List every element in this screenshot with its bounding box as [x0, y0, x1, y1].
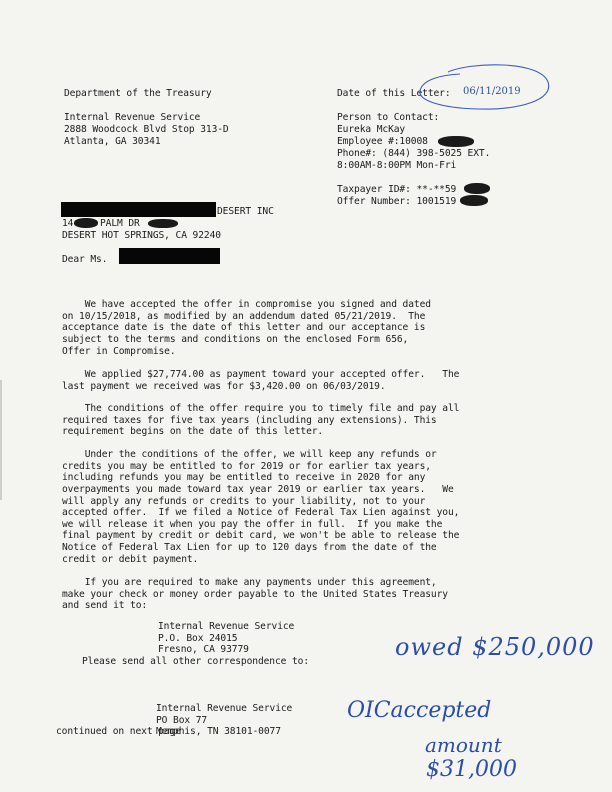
handwritten-date: 06/11/2019	[463, 86, 521, 97]
paragraph-payment-instructions: If you are required to make any payments under this agreement, make your check or money order payable to the United States Treasury and send it to:	[62, 577, 448, 612]
redaction-street-suffix	[148, 219, 178, 228]
scan-edge-mark	[0, 380, 2, 500]
handwritten-amount: amount	[425, 733, 502, 757]
continued-footer: continued on next page	[56, 726, 181, 737]
taxpayer-id: Taxpayer ID#: **-**59	[337, 184, 457, 195]
date-label: Date of this Letter:	[337, 88, 451, 99]
recipient-street-number: 14	[62, 218, 74, 229]
redaction-salutation-name	[119, 248, 220, 264]
recipient-street-name: PALM DR	[100, 218, 140, 229]
salutation: Dear Ms.	[62, 254, 108, 265]
paragraph-acceptance: We have accepted the offer in compromise you signed and dated on 10/15/2018, as modified by an addendum dated 05/21/2019. The acceptance date is the date of this letter and our acceptance is subject to the terms and conditions on the enclosed Form 656, Offer in Compromise.	[62, 299, 431, 357]
sender-city: Atlanta, GA 30341	[64, 136, 161, 147]
redaction-street-number	[74, 218, 98, 228]
redaction-offer-number	[460, 195, 488, 206]
contact-hours: 8:00AM-8:00PM Mon-Fri	[337, 160, 457, 171]
sender-street: 2888 Woodcock Blvd Stop 313-D	[64, 124, 229, 135]
paragraph-payment: We applied $27,774.00 as payment toward your accepted offer. The last payment we received was for $3,420.00 on 06/03/2019.	[62, 369, 460, 392]
contact-name: Eureka McKay	[337, 124, 406, 135]
redaction-employee	[438, 136, 474, 147]
contact-phone: Phone#: (844) 398-5025 EXT.	[337, 148, 491, 159]
handwritten-accepted-amount: $31,000	[426, 757, 517, 782]
offer-number: Offer Number: 1001519	[337, 196, 457, 207]
paragraph-refunds: Under the conditions of the offer, we will keep any refunds or credits you may be entitled to for 2019 or for earlier tax years, including refunds you may be entitled to receive in 2020 for any overpayments you made toward tax year 2019 or earlier tax years. We will apply any refunds or credits to your liability, not to your accepted offer. If we filed a Notice of Federal Tax Lien against you, we will release it when you pay the offer in full. If you make the final payment by credit or debit card, we won't be able to release the Notice of Federal Tax Lien for up to 120 days from the date of the credit or debit payment.	[62, 449, 460, 565]
payment-address: Internal Revenue Service P.O. Box 24015 Fresno, CA 93779	[158, 621, 295, 656]
recipient-name-suffix: DESERT INC	[217, 206, 274, 217]
handwritten-owed: owed $250,000	[395, 633, 595, 661]
correspondence-address: Internal Revenue Service PO Box 77 Memphis, TN 38101-0077	[156, 703, 293, 738]
sender-office: Internal Revenue Service	[64, 112, 201, 123]
agency-name: Department of the Treasury	[64, 88, 212, 99]
redaction-recipient-name	[61, 202, 216, 217]
paragraph-conditions: The conditions of the offer require you to timely file and pay all required taxes for five tax years (including any extensions). This requirement begins on the date of this letter.	[62, 403, 460, 438]
employee-number: Employee #:10008	[337, 136, 428, 147]
recipient-city: DESERT HOT SPRINGS, CA 92240	[62, 230, 221, 241]
handwritten-oic-accepted: OICaccepted	[347, 698, 492, 723]
redaction-taxpayer-id	[464, 183, 490, 194]
contact-label: Person to Contact:	[337, 112, 440, 123]
correspondence-label: Please send all other correspondence to:	[82, 656, 310, 667]
